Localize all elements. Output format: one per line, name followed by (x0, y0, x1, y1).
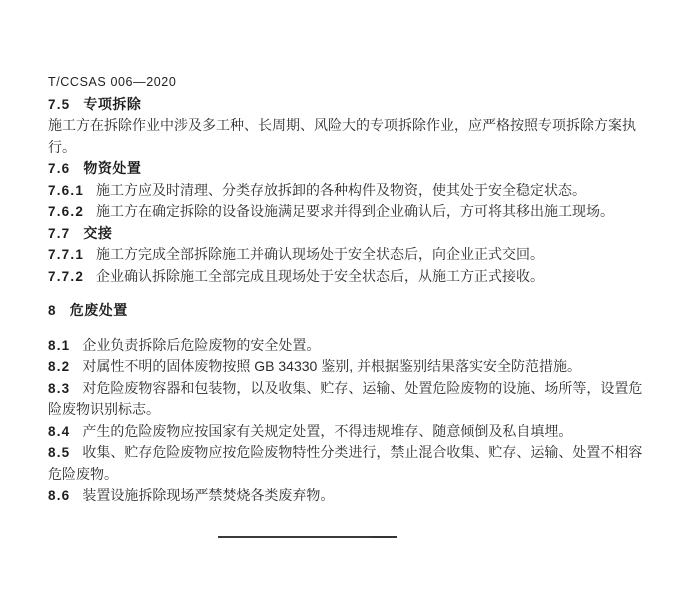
section-title: 物资处置 (83, 160, 142, 176)
clause-7-6-1: 7.6.1 施工方应及时清理、分类存放拆卸的各种构件及物资，使其处于安全稳定状态。 (48, 181, 587, 198)
section-number: 7.7 (48, 225, 71, 241)
clause-number: 8.4 (48, 423, 71, 439)
clause-8-5: 8.5 收集、贮存危险废物应按危险废物特性分类进行，禁止混合收集、贮存、运输、处置不相容危险废物。 (48, 444, 643, 482)
footer-divider-end (371, 536, 397, 539)
footer-divider (218, 536, 397, 538)
clause-number: 7.6.2 (48, 204, 85, 219)
section-number: 7.5 (48, 96, 71, 112)
clause-7-7-1: 7.7.1 施工方完成全部拆除施工并确认现场处于安全状态后，向企业正式交回。 (48, 246, 545, 262)
chapter-8-heading (48, 300, 644, 322)
clause-8-4: 8.4 产生的危险废物应按国家有关规定处置，不得违规堆存、随意倾倒及私自填埋。 (48, 422, 573, 439)
clause-number: 8.6 (48, 488, 71, 503)
clause-number: 8.2 (48, 359, 71, 374)
clause-number: 8.1 (48, 337, 71, 353)
clause-8-2: 8.2 对属性不明的固体废物按照 GB 34330 鉴别, 并根据鉴别结果落实安全防范措施。 (48, 358, 581, 374)
section-number: 7.6 (48, 161, 71, 176)
chapter-number: 8 (48, 303, 57, 318)
section-7-5-heading (48, 94, 644, 116)
clause-number: 7.7.1 (48, 247, 85, 262)
paragraph-7-5: 施工方在拆除作业中涉及多工种、长周期、风险大的专项拆除作业，应严格按照专项拆除方案执行。 (48, 117, 636, 155)
section-title: 专项拆除 (83, 95, 142, 112)
section-title: 交接 (83, 224, 113, 241)
chapter-title: 危废处置 (69, 302, 128, 318)
clause-number: 7.6.1 (48, 182, 85, 198)
clause-number: 7.7.2 (48, 268, 85, 284)
clause-8-3: 8.3 对危险废物容器和包装物，以及收集、贮存、运输、处置危险废物的设施、场所等，设置危险废物识别标志。 (48, 379, 643, 417)
clause-number: 8.3 (48, 380, 71, 396)
doc-number: T/CCSAS 006—2020 (48, 75, 177, 89)
clause-7-6-2: 7.6.2 施工方在确定拆除的设备设施满足要求并得到企业确认后，方可将其移出施工现场。 (48, 203, 615, 219)
clause-8-6: 8.6 装置设施拆除现场严禁焚烧各类废弃物。 (48, 487, 335, 503)
clause-8-1: 8.1 企业负责拆除后危险废物的安全处置。 (48, 336, 321, 353)
section-7-7-heading (48, 223, 644, 245)
section-7-6-heading (48, 158, 644, 180)
clause-number: 8.5 (48, 445, 71, 460)
page-content (48, 72, 644, 507)
clause-7-7-2: 7.7.2 企业确认拆除施工全部完成且现场处于安全状态后，从施工方正式接收。 (48, 267, 545, 284)
